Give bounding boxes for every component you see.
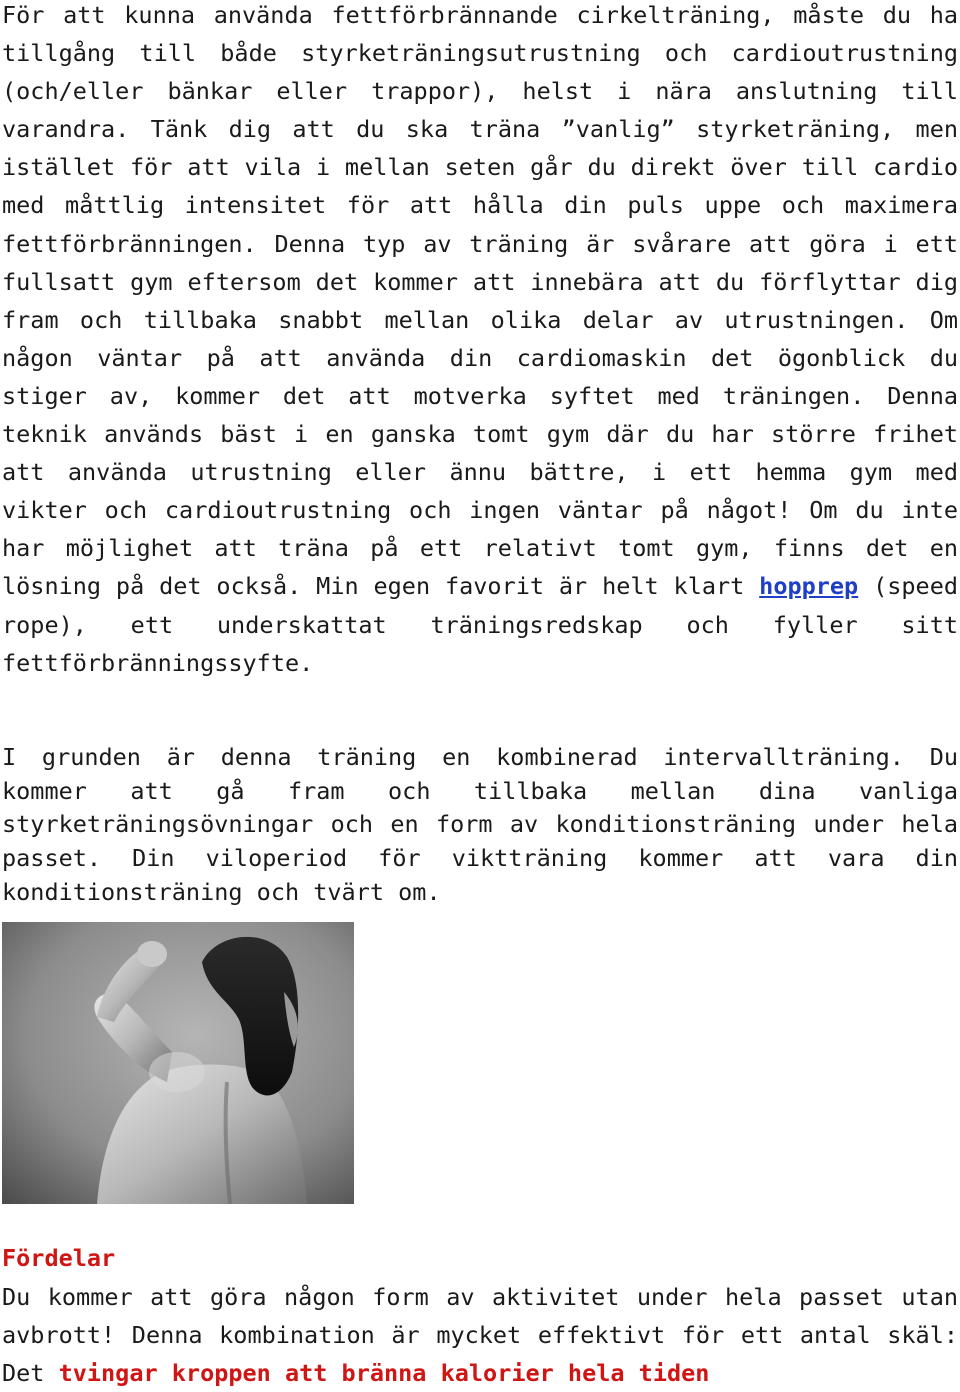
section-heading: Fördelar [2,1244,116,1272]
flexing-woman-photo [2,922,354,1204]
intro-text-after-link: (speed rope), ett underskattat träningsredskap och fyller sitt fettförbränningssyfte. [2,572,958,677]
photo-illustration [2,922,354,1204]
intro-text: För att kunna använda fettförbrännande cirkelträning, måste du ha tillgång till både styrketräningsutrustning och cardioutrustning (och/eller bänkar eller trappor), helst i nära anslutning till varandra. Tänk dig att du ska träna ”vanlig” styrketräning, men istället för att vila i mellan seten går du direkt över till cardio med måttlig intensitet för att hålla din puls uppe och maximera fettförbränningen. Denna typ av träning är svårare att göra i ett fullsatt gym eftersom det kommer att innebära att du förflyttar dig fram och tillbaka snabbt mellan olika delar av utrustningen. Om någon väntar på att använda din cardiomaskin det ögonblick du stiger av, kommer det att motverka syftet med träningen. Denna teknik används bäst i en ganska tomt gym där du har större frihet att använda utrustning eller ännu bättre, i ett hemma gym med vikter och cardioutrustning och ingen väntar på något! Om du inte har möjlighet att träna på ett relativt tomt gym, finns det en lösning på det också. Min egen favorit är helt klart [2,1,958,601]
hopprep-link[interactable]: hopprep [759,572,859,601]
benefits-emphasis: tvingar kroppen att bränna kalorier hela tiden [58,1359,710,1388]
benefits-text: Du kommer att göra någon form av aktivitet under hela passet utan avbrott! Denna kombination är mycket effektivt för ett antal skäl: Det [2,1283,958,1388]
intro-paragraph [2,0,958,682]
interval-paragraph: I grunden är denna träning en kombinerad intervallträning. Du kommer att gå fram och tillbaka mellan dina vanliga styrketräningsövningar och en form av konditionsträning under hela passet. Din viloperiod för viktträning kommer att vara din konditionsträning och tvärt om. [2,743,958,906]
benefits-paragraph [2,1278,958,1392]
